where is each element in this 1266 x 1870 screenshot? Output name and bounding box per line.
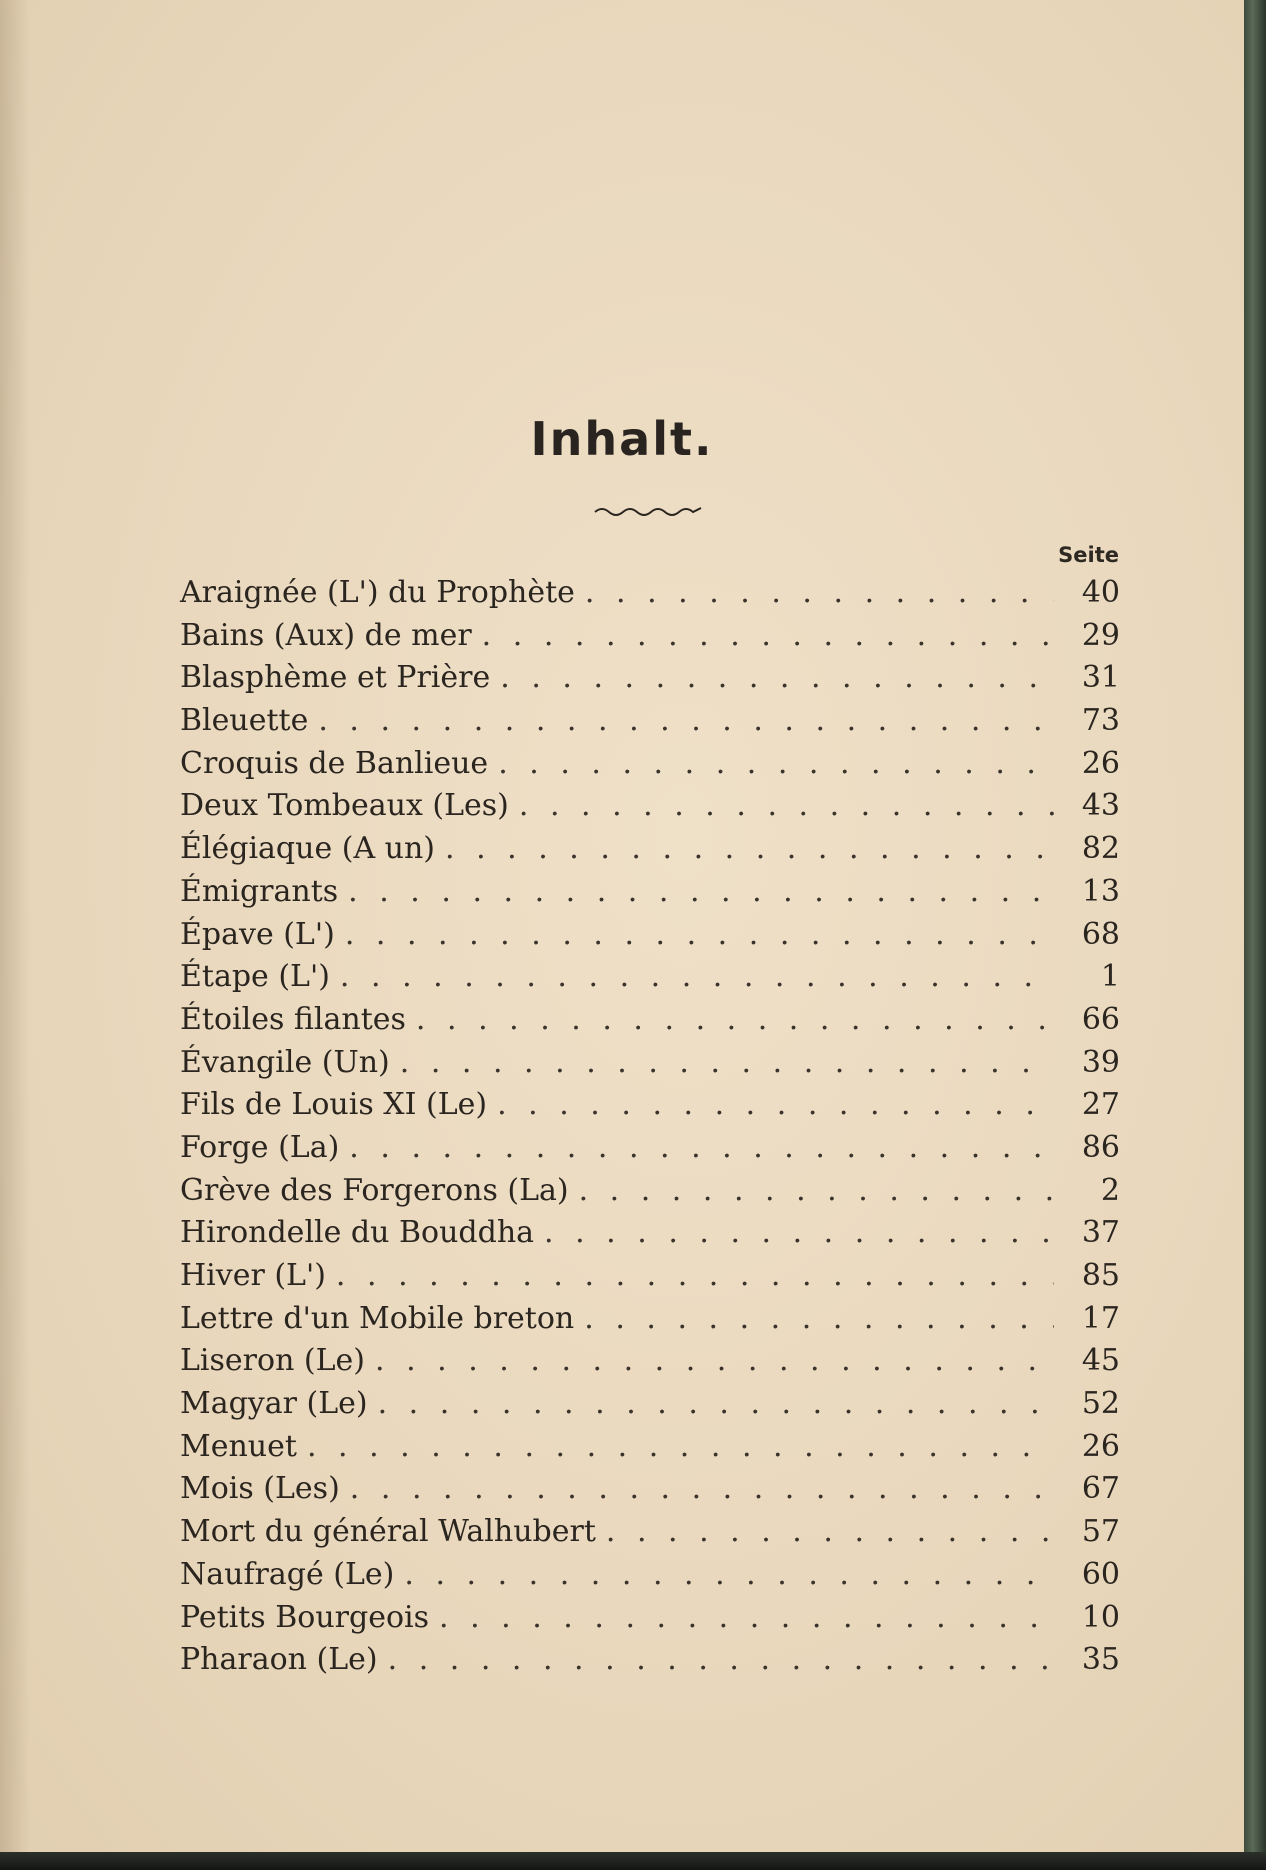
toc-entry-page-number: 37: [1081, 1215, 1120, 1251]
dot-leader: [606, 1511, 1054, 1554]
toc-entry-page-number: 10: [1081, 1599, 1120, 1635]
dot-leader: [388, 1639, 1054, 1682]
dot-leader: [585, 572, 1054, 615]
toc-entry-title: Forge (La): [180, 1129, 340, 1165]
toc-entry-title: Lettre d'un Mobile breton: [180, 1300, 575, 1336]
dot-leader: [500, 657, 1054, 700]
page-column-label: Seite: [1058, 543, 1119, 567]
page-title: Inhalt.: [530, 412, 714, 466]
toc-entry-title: Épave (L'): [180, 916, 335, 952]
toc-entry: [180, 1255, 1120, 1298]
toc-entry-page-number: 35: [1081, 1642, 1120, 1678]
dot-leader: [579, 1170, 1054, 1213]
dot-leader: [349, 1127, 1054, 1170]
dot-leader: [404, 1554, 1054, 1597]
toc-entry: [180, 871, 1120, 914]
toc-entry: [180, 1298, 1120, 1341]
toc-entry-title: Émigrants: [180, 873, 339, 909]
toc-entry-page-number: 60: [1081, 1556, 1120, 1592]
toc-entry-title: Fils de Louis XI (Le): [180, 1087, 488, 1123]
toc-entry-title: Petits Bourgeois: [180, 1599, 430, 1635]
wave-ornament: [593, 500, 703, 520]
toc-entry: [180, 1468, 1120, 1511]
toc-entry-page-number: 17: [1081, 1300, 1120, 1336]
dot-leader: [318, 700, 1054, 743]
toc-entry: [180, 1554, 1120, 1597]
toc-entry-title: Étape (L'): [180, 959, 330, 995]
dot-leader: [544, 1212, 1054, 1255]
toc-entry: [180, 615, 1120, 658]
toc-entry-title: Hirondelle du Bouddha: [180, 1215, 535, 1251]
book-binding-edge: [1244, 0, 1266, 1870]
toc-entry-title: Blasphème et Prière: [180, 660, 491, 696]
toc-entry-page-number: 52: [1081, 1386, 1120, 1422]
toc-entry-page-number: 45: [1081, 1343, 1120, 1379]
toc-entry: [180, 914, 1120, 957]
toc-entry-page-number: 29: [1081, 617, 1120, 653]
page-fold-shadow: [0, 0, 30, 1852]
toc-entry: [180, 743, 1120, 786]
toc-entry-page-number: 43: [1081, 788, 1120, 824]
toc-entry-page-number: 27: [1081, 1087, 1120, 1123]
toc-entry-page-number: 73: [1081, 703, 1120, 739]
dot-leader: [482, 615, 1054, 658]
toc-entry-title: Pharaon (Le): [180, 1642, 378, 1678]
toc-entry-title: Évangile (Un): [180, 1044, 390, 1080]
toc-entry-page-number: 2: [1100, 1172, 1120, 1208]
toc-entry: [180, 1127, 1120, 1170]
toc-entry-page-number: 31: [1081, 660, 1120, 696]
toc-entry: [180, 1383, 1120, 1426]
toc-entry-title: Deux Tombeaux (Les): [180, 788, 509, 824]
toc-entry-page-number: 26: [1081, 1428, 1120, 1464]
dot-leader: [519, 785, 1054, 828]
dot-leader: [439, 1597, 1054, 1640]
toc-entry-title: Grève des Forgerons (La): [180, 1172, 569, 1208]
toc-entry-title: Hiver (L'): [180, 1258, 326, 1293]
dot-leader: [336, 1255, 1054, 1298]
toc-entry: [180, 700, 1120, 743]
toc-entry: [180, 828, 1120, 871]
dot-leader: [307, 1426, 1054, 1469]
toc-entry-title: Bains (Aux) de mer: [180, 617, 472, 653]
toc-entry: [180, 1170, 1120, 1213]
toc-entry: [180, 1639, 1120, 1682]
toc-entry-title: Mois (Les): [180, 1471, 340, 1507]
toc-entry: [180, 1042, 1120, 1085]
toc-entry-title: Bleuette: [180, 703, 309, 739]
toc-entry-page-number: 82: [1081, 831, 1120, 867]
dot-leader: [584, 1298, 1054, 1341]
dot-leader: [497, 1084, 1054, 1127]
toc-entry: [180, 785, 1120, 828]
toc-entry: [180, 1340, 1120, 1383]
dot-leader: [375, 1340, 1054, 1383]
dot-leader: [345, 914, 1054, 957]
toc-entry-page-number: 67: [1081, 1471, 1120, 1507]
dot-leader: [378, 1383, 1054, 1426]
toc-entry-title: Mort du général Walhubert: [180, 1514, 596, 1550]
toc-entry-page-number: 39: [1081, 1044, 1120, 1080]
toc-entry-title: Magyar (Le): [180, 1386, 368, 1422]
toc-entry: [180, 657, 1120, 700]
toc-entry-page-number: 13: [1081, 873, 1120, 909]
book-bottom-edge: [0, 1852, 1266, 1870]
toc-entry: [180, 1212, 1120, 1255]
table-of-contents: [180, 572, 1120, 1682]
toc-entry: [180, 1511, 1120, 1554]
toc-entry-title: Naufragé (Le): [180, 1556, 395, 1592]
toc-entry-page-number: 85: [1081, 1258, 1120, 1293]
toc-entry: [180, 956, 1120, 999]
toc-entry-page-number: 1: [1100, 959, 1120, 995]
toc-entry-page-number: 57: [1081, 1514, 1120, 1550]
toc-entry: [180, 1426, 1120, 1469]
toc-entry-page-number: 26: [1081, 745, 1120, 781]
toc-entry: [180, 999, 1120, 1042]
dot-leader: [445, 828, 1054, 871]
toc-entry: [180, 572, 1120, 615]
toc-entry-title: Croquis de Banlieue: [180, 745, 489, 781]
dot-leader: [416, 999, 1054, 1042]
dot-leader: [348, 871, 1054, 914]
toc-entry-title: Araignée (L') du Prophète: [180, 575, 575, 610]
dot-leader: [350, 1468, 1054, 1511]
dot-leader: [400, 1042, 1054, 1085]
toc-entry-title: Liseron (Le): [180, 1343, 366, 1379]
toc-entry-title: Élégiaque (A un): [180, 831, 435, 867]
toc-entry-page-number: 68: [1081, 916, 1120, 952]
dot-leader: [340, 956, 1054, 999]
toc-entry: [180, 1084, 1120, 1127]
toc-entry-page-number: 66: [1081, 1001, 1120, 1037]
toc-entry-title: Étoiles filantes: [180, 1001, 406, 1037]
toc-entry-page-number: 40: [1081, 575, 1120, 610]
toc-entry-title: Menuet: [180, 1428, 297, 1464]
toc-entry: [180, 1597, 1120, 1640]
dot-leader: [498, 743, 1054, 786]
toc-entry-page-number: 86: [1081, 1129, 1120, 1165]
